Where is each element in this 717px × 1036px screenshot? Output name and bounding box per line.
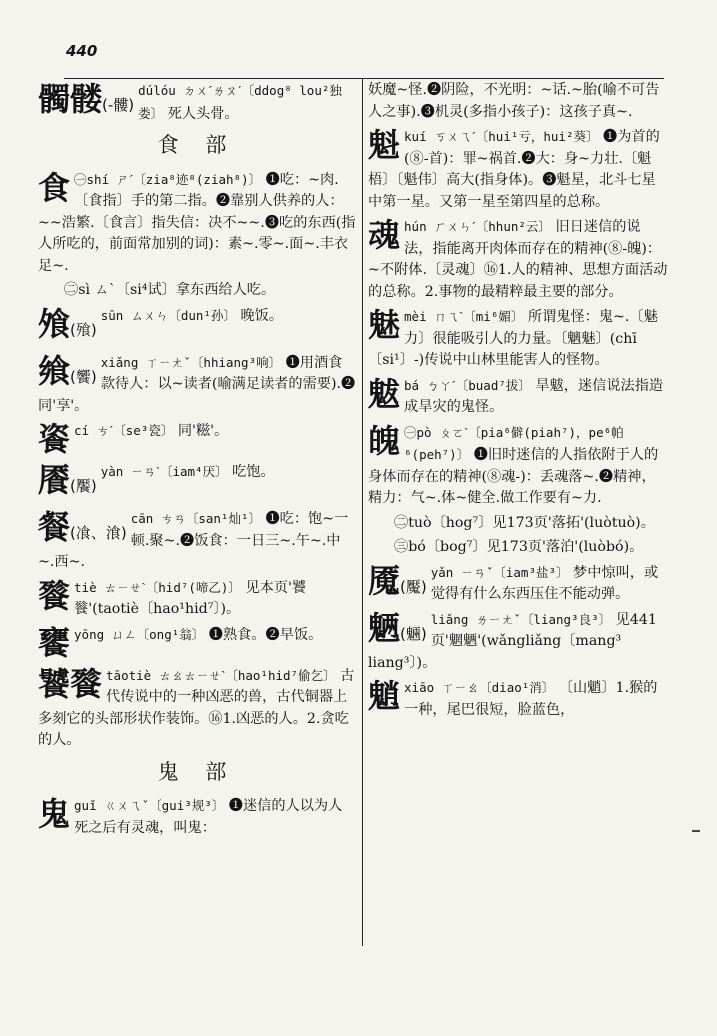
definition: 旱魃，迷信说法指造成旱灾的鬼怪。	[404, 377, 664, 415]
definition: 古代传说中的一种凶恶的兽，古代铜器上多刻它的头部形状作装饰。⑯1.凶恶的人。2.贪吃的人。	[38, 667, 355, 748]
pronunciation: liǎng ㄌㄧㄤˇ〔liang³良³〕	[430, 611, 612, 627]
headword-text: 飧	[38, 304, 71, 343]
entry-headword	[38, 577, 70, 615]
variant-form: (飱)	[70, 320, 97, 339]
definition: 死人头骨。	[167, 105, 239, 122]
entry-headword	[368, 562, 427, 606]
headword-text: 餮	[38, 576, 71, 615]
right-column	[368, 80, 668, 724]
definition: 同'糍'。	[177, 423, 229, 439]
pronunciation: hún ㄏㄨㄣˊ〔hhun²云〕	[404, 219, 551, 234]
entry-headword	[38, 795, 70, 833]
pronunciation: yàn ㄧㄢˋ〔iam⁴厌〕	[100, 464, 228, 479]
headword-text: 食	[38, 168, 71, 207]
pronunciation: dúlóu ㄉㄨˊㄌㄡˊ〔ddog⁸ lou²独娄〕	[138, 83, 342, 121]
variant-form: (飡、湌)	[70, 524, 127, 542]
dictionary-entry	[368, 562, 668, 606]
headword-text: 餍	[38, 461, 71, 499]
pronunciation: xiāo ㄒㄧㄠ〔diao¹消〕	[404, 680, 555, 695]
headword-text: 魄	[368, 421, 401, 460]
entry-headword	[38, 169, 70, 207]
pronunciation: sūn ㄙㄨㄣ〔dun¹孙〕	[100, 307, 236, 323]
dictionary-entry	[368, 306, 668, 372]
headword-text: 魃	[368, 374, 401, 413]
entry-headword	[368, 677, 400, 715]
pronunciation: ㊀shí ㄕˊ〔zia⁸迹⁸(ziah⁸)〕	[74, 171, 262, 187]
headword-text: 餐	[38, 508, 71, 546]
pronunciation: ㊀pò ㄆㄛˋ〔pia⁶僻(piah⁷)，pe⁶帕⁶(peh⁷)〕	[404, 424, 624, 462]
headword-text: 饕餮	[38, 664, 103, 703]
entry-headword	[38, 305, 97, 349]
dictionary-entry	[38, 577, 356, 621]
definition: ❶旧时迷信的人指依附于人的身体而存在的精神(⑧魂-)：丢魂落~.❷精神，精力：气~.体~健全.做工作要有~力.	[368, 447, 659, 506]
dictionary-entry	[38, 80, 356, 125]
definition: ❶吃：饱~一顿.聚~.❷饭食：一日三~.午~.中~.西~.	[38, 511, 349, 570]
dictionary-entry	[38, 795, 356, 839]
definition: 晚饭。	[240, 307, 284, 324]
dictionary-entry	[368, 375, 668, 419]
variant-form: (饗)	[70, 367, 97, 386]
entry-headword	[368, 375, 400, 413]
definition: 〔山魈〕1.猴的一种，尾巴很短，脸蓝色，	[404, 680, 658, 718]
section-heading: 鬼 部	[157, 759, 237, 784]
column-divider	[362, 78, 363, 946]
headword-text: 魁	[368, 126, 401, 164]
headword-text: 魂	[368, 216, 401, 254]
dictionary-entry	[368, 216, 668, 303]
pronunciation: yōng ㄩㄥ〔ong¹翁〕	[74, 626, 205, 642]
headword-text: 鬼	[38, 795, 71, 833]
pronunciation: guǐ ㄍㄨㄟˇ〔gui³规³〕	[74, 798, 225, 813]
entry-headword	[38, 461, 97, 505]
sub-sense: ㊁tuò〔hog⁷〕见173页'落拓'(luòtuò)。	[394, 514, 655, 531]
definition: 旧日迷信的说法，指能离开肉体而存在的精神(⑧-魄)：~不附体.〔灵魂〕⑯1.人的精神、思想方面活动的总称。2.事物的最精粹最主要的部分。	[368, 219, 668, 300]
dictionary-entry	[38, 624, 356, 662]
headword-text: 飨	[38, 351, 71, 390]
sub-sense: ㊂bó〔bog⁷〕见173页'落泊'(luòbó)。	[394, 539, 644, 555]
definition: 梦中惊叫，或觉得有什么东西压住不能动弹。	[430, 564, 659, 602]
definition: ❶用酒食款待人：以~读者(喻满足读者的需要).❷同'享'。	[38, 354, 356, 414]
section-heading: 食 部	[157, 133, 237, 157]
dictionary-entry	[38, 461, 356, 505]
dictionary-entry	[368, 422, 668, 510]
variant-form: (魎)	[400, 624, 427, 643]
entry-headword	[38, 352, 97, 396]
entry-headword	[368, 306, 400, 344]
headword-text: 魅	[368, 306, 401, 344]
dictionary-entry	[38, 169, 356, 278]
pronunciation: yǎn ㄧㄢˇ〔iam³盐³〕	[430, 564, 569, 580]
definition: 吃饱。	[232, 464, 275, 480]
pronunciation: tāotiè ㄊㄠㄊㄧㄝˋ〔hao¹hid⁷偷乞〕	[106, 667, 336, 683]
headword-text: 魇	[368, 561, 401, 600]
pronunciation: tiè ㄊㄧㄝˋ〔hid⁷(啼乙)〕	[74, 579, 241, 595]
definition: 见本页'饕餮'(taotiè〔hao¹hid⁷〕)。	[74, 579, 307, 617]
entry-headword	[38, 508, 127, 552]
continued-text: 妖魔~怪.❷阴险，不光明：~话.~胎(喻不可告人之事).❸机灵(多指小孩子)：这孩子真~.	[368, 82, 660, 120]
dictionary-entry	[368, 126, 668, 213]
entry-headword	[368, 609, 427, 653]
page-number: 440	[66, 42, 98, 60]
definition: ❶熟食。❷早饭。	[208, 626, 323, 643]
dictionary-entry	[38, 508, 356, 574]
definition: ❶吃：~肉.〔食指〕手的第二指。❷靠别人供养的人：~~浩繁.〔食言〕指失信：决不~~.❸吃的东西(指人所吃的，前面常加别的词)：素~.零~.面~.丰衣足~.	[38, 171, 356, 274]
headword-text: 餈	[38, 420, 71, 458]
entry-headword	[38, 624, 70, 662]
entry-headword	[368, 126, 400, 164]
margin-mark	[692, 830, 700, 832]
entry-headword	[38, 665, 102, 703]
pronunciation: cí ㄘˊ〔se³瓷〕	[74, 423, 174, 438]
dictionary-entry	[368, 677, 668, 721]
variant-form: (饜)	[70, 477, 97, 495]
sub-sense: ㊁sì ㄙˋ〔si⁴试〕拿东西给人吃。	[64, 282, 276, 298]
entry-headword	[368, 422, 400, 460]
left-column	[38, 80, 356, 842]
pronunciation: cān ㄘㄢ〔san¹灿¹〕	[130, 511, 261, 526]
pronunciation: bá ㄅㄚˊ〔buad⁷拔〕	[404, 377, 531, 393]
entry-headword	[38, 80, 134, 124]
pronunciation: xiǎng ㄒㄧㄤˇ〔hhiang³响〕	[100, 354, 282, 370]
headword-text: 魉	[368, 608, 401, 647]
dictionary-entry	[38, 665, 356, 752]
variant-form: (-髏)	[102, 96, 135, 114]
dictionary-entry	[368, 609, 668, 675]
entry-headword	[38, 420, 70, 458]
definition: 见441页'魍魉'(wǎngliǎng〔mang³ liang³〕)。	[368, 611, 657, 671]
pronunciation: mèi ㄇㄟˋ〔mi⁶媚〕	[404, 309, 524, 324]
definition: ❶迷信的人以为人死之后有灵魂，叫鬼：	[74, 798, 343, 836]
headword-text: 髑髅	[38, 80, 103, 118]
pronunciation: kuí ㄎㄨㄟˊ〔hui¹亏，hui²葵〕	[404, 129, 599, 144]
dictionary-entry	[38, 352, 356, 418]
definition: ❶为首的(⑧-首)：罪~祸首.❷大：身~力壮.〔魁梧〕〔魁伟〕高大(指身体)。❸魁星，北斗七星中第一星。又第一星至第四星的总称。	[368, 129, 660, 210]
variant-form: (魘)	[400, 577, 427, 596]
headword-text: 饔	[38, 623, 71, 662]
entry-headword	[368, 216, 400, 254]
dictionary-entry	[38, 305, 356, 349]
headword-text: 魈	[368, 677, 401, 715]
header-rule	[64, 78, 664, 79]
dictionary-entry	[38, 420, 356, 458]
definition: 所谓鬼怪：鬼~.〔魅力〕很能吸引人的力量。〔魑魅〕(chī〔si¹〕-)传说中山林里能害人的怪物。	[368, 309, 658, 368]
